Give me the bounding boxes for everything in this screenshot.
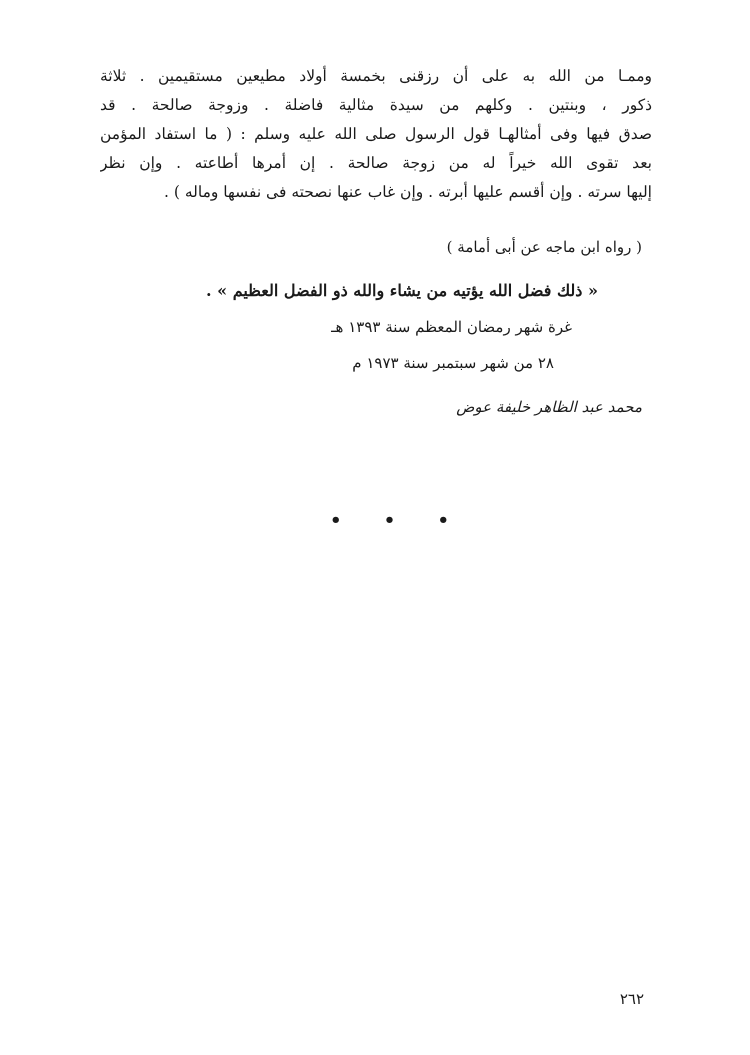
page-number: ٢٦٢ — [619, 990, 644, 1008]
body-paragraph — [100, 62, 652, 207]
paragraph-line: إليها سرته . وإن أقسم عليها أبرته . وإن غاب عنها نصحته فى نفسها وماله ) . — [163, 183, 652, 201]
paragraph-line: صدق فيها وفى أمثالهـا قول الرسول صلى الله عليه وسلم : ( ما استفاد المؤمن — [100, 125, 652, 143]
paragraph-line: بعد تقوى الله خيراً له من زوجة صالحة . إن أمرها أطاعته . وإن نظر — [100, 154, 652, 172]
gregorian-date: ٢٨ من شهر سبتمبر سنة ١٩٧٣ م — [352, 354, 554, 372]
quran-verse: « ذلك فضل الله يؤتيه من يشاء والله ذو الفضل العظيم » . — [205, 281, 598, 300]
paragraph-line: ذكور ، وبنتين . وكلهم من سيدة مثالية فاضلة . وزوجة صالحة . قد — [100, 96, 652, 114]
hijri-date: غرة شهر رمضان المعظم سنة ١٣٩٣ هـ — [331, 318, 572, 336]
hadith-citation: ( رواه ابن ماجه عن أبى أمامة ) — [446, 238, 642, 256]
section-separator: • • • — [330, 510, 468, 531]
paragraph-line: وممـا من الله به على أن رزقنى بخمسة أولاد مطيعين مستقيمين . ثلاثة — [100, 67, 652, 85]
author-signature: محمد عبد الظاهر خليفة عوض — [456, 398, 642, 416]
